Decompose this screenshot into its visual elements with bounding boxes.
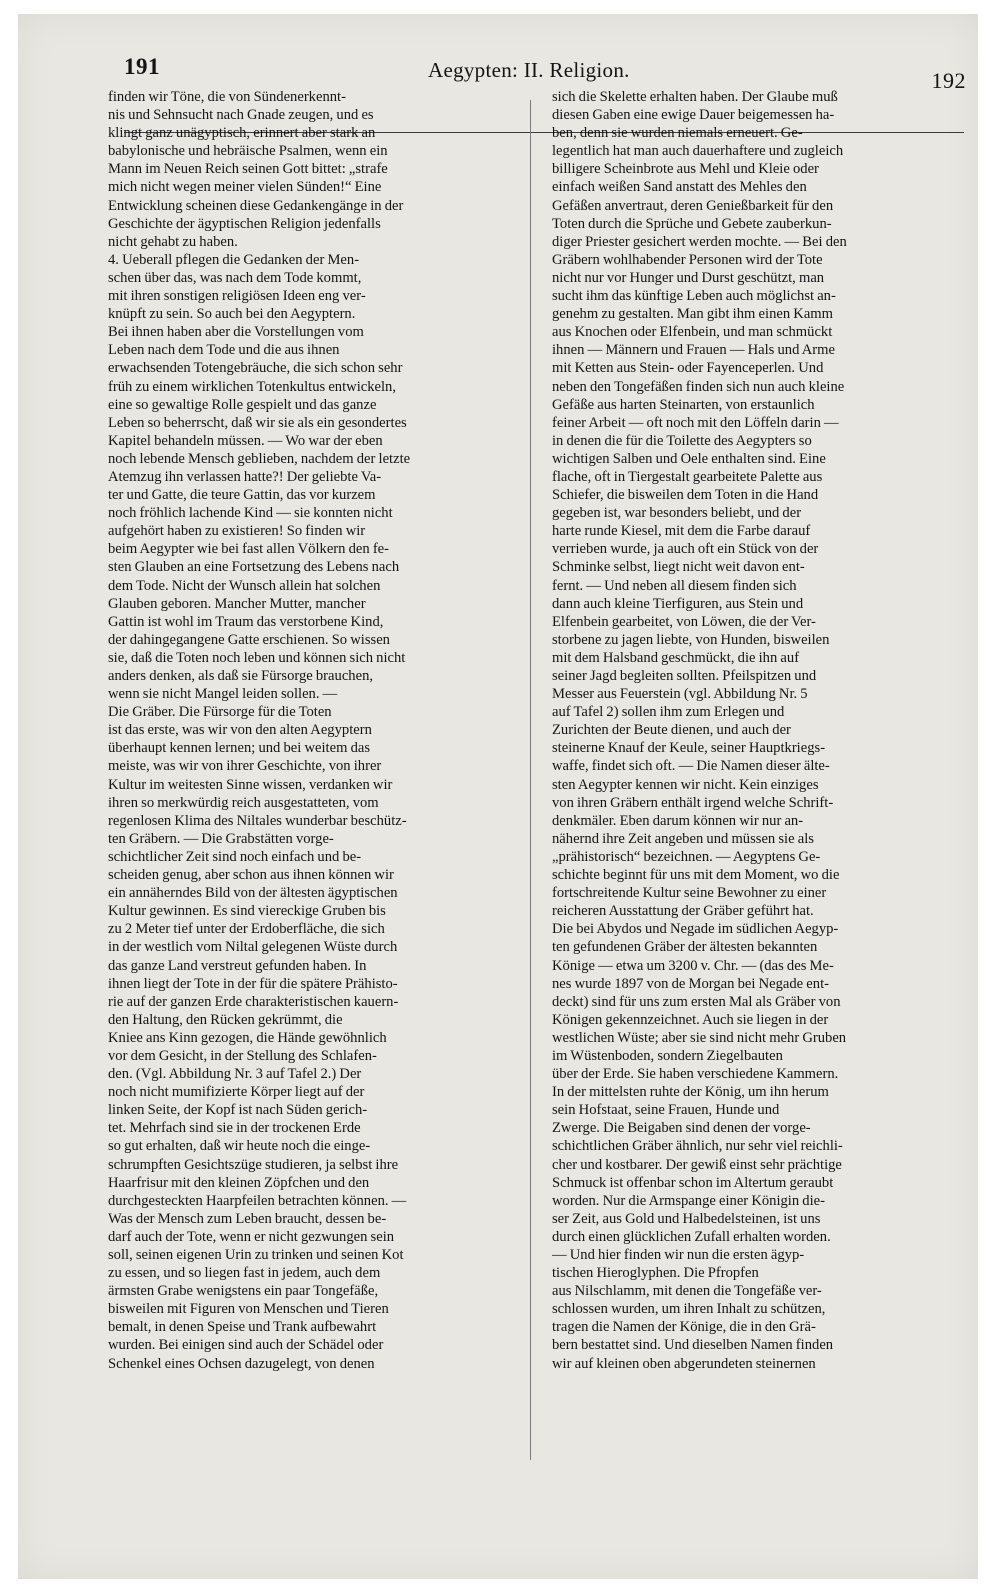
text-line: neben den Tongefäßen finden sich nun auch kleine (552, 378, 845, 395)
page-number-left: 191 (124, 54, 160, 79)
text-line: genehm zu gestalten. Man gibt ihm einen Kamm (552, 306, 834, 323)
text-line: noch nicht mumifizierte Körper liegt auf der (108, 1084, 365, 1101)
text-line: 4. Ueberall pflegen die Gedanken der Men- (108, 251, 360, 268)
text-line: mit ihren sonstigen religiösen Ideen eng ver- (108, 288, 366, 305)
text-line: wurden. Bei einigen sind auch der Schädel oder (108, 1337, 384, 1354)
text-line: ben, denn sie wurden niemals erneuert. Ge- (552, 125, 803, 142)
text-line: bisweilen mit Figuren von Menschen und Tieren (108, 1301, 389, 1318)
text-line: beim Aegypter wie bei fast allen Völkern den fe- (108, 541, 390, 558)
text-line: sich die Skelette erhalten haben. Der Glaube muß (552, 89, 838, 105)
text-line: Leben so beherrscht, daß wir sie als ein gesondertes (108, 414, 407, 431)
text-line: Geschichte der ägyptischen Religion jedenfalls (108, 215, 381, 232)
text-line: ist das erste, was wir von den alten Aegyptern (108, 722, 372, 739)
text-line: sten Aegypter kennen wir nicht. Kein einziges (552, 776, 819, 793)
text-line: Gefäße aus harten Steinarten, von erstaunlich (552, 396, 815, 413)
text-line: ten Gräbern. — Die Grabstätten vorge- (108, 830, 334, 847)
text-line: Atemzug ihn verlassen hatte?! Der geliebte Va- (108, 468, 382, 485)
text-line: Die bei Abydos und Negade im südlichen Aegyp- (552, 921, 839, 938)
text-line: schichtlicher Zeit sind noch einfach und be- (108, 848, 362, 865)
text-line: scheiden genug, aber schon aus ihnen können wir (108, 867, 394, 884)
text-line: schen über das, was nach dem Tode kommt, (108, 269, 362, 286)
text-line: fortschreitende Kultur seine Bewohner zu einer (552, 885, 827, 902)
text-line: meiste, was wir von ihrer Geschichte, von ihrer (108, 758, 382, 775)
text-line: sucht ihm das künftige Leben auch möglichst an- (552, 288, 836, 305)
text-line: im Wüstenboden, sondern Ziegelbauten (552, 1047, 783, 1064)
text-line: steinerne Knauf der Keule, seiner Hauptkriegs- (552, 740, 826, 757)
text-line: den Haltung, den Rücken gekrümmt, die (108, 1011, 343, 1028)
text-line: worden. Nur die Armspange einer Königin die- (552, 1192, 825, 1209)
text-line: nis und Sehnsucht nach Gnade zeugen, und es (108, 107, 374, 124)
text-line: diesen Gaben eine ewige Dauer beigemessen ha- (552, 107, 835, 124)
page-number-right: 192 (931, 68, 966, 93)
text-line: schichte beginnt für uns mit dem Moment, wo die (552, 867, 840, 884)
text-line: nähernd ihre Zeit angeben und müssen sie als (552, 830, 814, 847)
text-line: Kniee ans Kinn gezogen, die Hände gewöhnlich (108, 1029, 387, 1046)
text-line: Haarfrisur mit den kleinen Zöpfchen und den (108, 1174, 370, 1191)
text-line: linken Seite, der Kopf ist nach Süden gerich- (108, 1102, 368, 1119)
text-line: feiner Arbeit — oft noch mit den Löffeln darin — (552, 414, 839, 431)
text-line: ein annäherndes Bild von der ältesten ägyptischen (108, 885, 398, 902)
text-line: aufgehört haben zu existieren! So finden wir (108, 523, 366, 540)
text-line: billigere Scheinbrote aus Mehl und Kleie oder (552, 161, 819, 178)
text-line: in der westlich vom Niltal gelegenen Wüste durch (108, 939, 398, 956)
text-line: sten Glauben an eine Fortsetzung des Lebens nach (108, 559, 400, 576)
text-line: von ihren Gräbern enthält irgend welche Schrift- (552, 794, 834, 811)
text-line: den. (Vgl. Abbildung Nr. 3 auf Tafel 2.) Der (108, 1066, 362, 1083)
text-line: einfach weißen Sand anstatt des Mehles den (552, 179, 807, 196)
text-line: durch einen glücklichen Zufall erhalten worden. (552, 1228, 831, 1245)
text-line: über der Erde. Sie haben verschiedene Kammern. (552, 1066, 839, 1083)
text-line: sie, daß die Toten noch leben und können sich nicht (108, 649, 406, 666)
text-line: ihren so merkwürdig reich ausgestatteten, vom (108, 794, 379, 811)
text-line: wenn sie nicht Mangel leiden sollen. — (108, 686, 338, 703)
text-line: klingt ganz unägyptisch, erinnert aber stark an (108, 125, 376, 142)
text-line: diger Priester gesichert werden mochte. — Bei den (552, 233, 847, 250)
text-line: zu essen, und so liegen fast in jedem, auch dem (108, 1265, 381, 1282)
text-line: „prähistorisch“ bezeichnen. — Aegyptens Ge- (552, 848, 821, 865)
text-line: Glauben geboren. Mancher Mutter, mancher (108, 595, 366, 612)
text-line: reicheren Ausstattung der Gräber geführt hat. (552, 903, 814, 920)
text-line: Mann im Neuen Reich seinen Gott bittet: „strafe (108, 161, 388, 178)
text-line: Zwerge. Die Beigaben sind denen der vorge- (552, 1120, 811, 1137)
text-line: tischen Hieroglyphen. Die Pfropfen (552, 1265, 759, 1282)
text-line: eine so gewaltige Rolle gespielt und das ganze (108, 396, 377, 413)
text-line: Schmuck ist offenbar schon im Altertum geraubt (552, 1174, 834, 1191)
text-line: Entwicklung scheinen diese Gedankengänge in der (108, 197, 404, 214)
text-line: Messer aus Feuerstein (vgl. Abbildung Nr. 5 (552, 686, 808, 703)
text-line: deckt) sind für uns zum ersten Mal als Gräber von (552, 993, 841, 1010)
left-column (108, 88, 488, 1373)
text-line: vor dem Gesicht, in der Stellung des Schlafen- (108, 1047, 377, 1064)
text-line: Kultur gewinnen. Es sind viereckige Gruben bis (108, 903, 386, 920)
text-line: Was der Mensch zum Leben braucht, dessen be- (108, 1210, 387, 1227)
text-line: ärmsten Grabe wenigstens ein paar Tongefäße, (108, 1283, 379, 1300)
text-line: auf Tafel 2) sollen ihm zum Erlegen und (552, 704, 785, 721)
text-line: tet. Mehrfach sind sie in der trockenen Erde (108, 1120, 361, 1137)
text-line: der dahingegangene Gatte erschienen. So wissen (108, 631, 390, 648)
text-line: in denen die für die Toilette des Aegypters so (552, 432, 812, 449)
text-line: ten gefundenen Gräber der ältesten bekannten (552, 939, 818, 956)
text-line: aus Knochen oder Elfenbein, und man schmückt (552, 324, 833, 341)
text-line: überhaupt kennen lernen; und bei weitem das (108, 740, 371, 757)
text-line: Schenkel eines Ochsen dazugelegt, von denen (108, 1355, 375, 1372)
text-line: cher und kostbarer. Der gewiß einst sehr prächtige (552, 1156, 842, 1173)
text-line: mit dem Halsband geschmückt, die ihn auf (552, 649, 800, 666)
text-line: aus Nilschlamm, mit denen die Tongefäße ver- (552, 1283, 822, 1300)
text-line: tragen die Namen der Könige, die in den Grä- (552, 1319, 816, 1336)
text-line: nes wurde 1897 von de Morgan bei Negade ent- (552, 975, 829, 992)
text-line: früh zu einem wirklichen Totenkultus entwickeln, (108, 378, 397, 395)
text-line: Königen gekennzeichnet. Auch sie liegen in der (552, 1011, 829, 1028)
text-line: Elfenbein gearbeitet, von Löwen, die der Ver- (552, 613, 816, 630)
text-line: durchgesteckten Haarpfeilen betrachten können. — (108, 1192, 407, 1209)
text-line: denkmäler. Eben darum können wir nur an- (552, 812, 804, 829)
text-line: westlichen Wüste; aber sie sind nicht mehr Gruben (552, 1029, 847, 1046)
text-line: Schiefer, die bisweilen dem Toten in die Hand (552, 487, 819, 504)
text-line: nicht nur vor Hunger und Durst geschützt, man (552, 269, 825, 286)
text-line: seiner Jagd begleiten sollten. Pfeilspitzen und (552, 668, 817, 684)
text-line: sein Hofstaat, seine Frauen, Hunde und (552, 1102, 780, 1119)
text-line: Gattin ist wohl im Traum das verstorbene Kind, (108, 613, 384, 630)
text-line: dann auch kleine Tierfiguren, aus Stein und (552, 595, 804, 612)
text-line: rie auf der ganzen Erde charakteristischen kauern- (108, 993, 399, 1010)
right-column (552, 88, 932, 1373)
column-divider (530, 100, 531, 1460)
text-line: regenlosen Klima des Niltales wunderbar beschütz- (108, 812, 407, 829)
text-line: erwachsenden Totengebräuche, die sich schon sehr (108, 360, 403, 377)
text-line: Toten durch die Sprüche und Gebete zauberkun- (552, 215, 832, 232)
text-line: noch fröhlich lachende Kind — sie konnten nicht (108, 505, 393, 522)
text-line: wir auf kleinen oben abgerundeten steinernen (552, 1355, 816, 1372)
text-line: ser Zeit, aus Gold und Halbedelsteinen, ist uns (552, 1210, 821, 1227)
text-line: gegeben ist, war besonders beliebt, und der (552, 505, 802, 522)
text-line: zu 2 Meter tief unter der Erdoberfläche, die sich (108, 921, 385, 938)
text-line: flache, oft in Tiergestalt gearbeitete Palette aus (552, 468, 823, 485)
text-line: darf auch der Tote, wenn er nicht gezwungen sein (108, 1228, 395, 1245)
text-line: Gräbern wohlhabender Personen wird der Tote (552, 251, 823, 268)
text-line: waffe, findet sich oft. — Die Namen dieser älte- (552, 758, 830, 775)
text-line: Bei ihnen haben aber die Vorstellungen vom (108, 324, 364, 341)
text-line: storbene zu jagen liebte, von Hunden, bisweilen (552, 631, 830, 648)
text-line: Die Gräber. Die Fürsorge für die Toten (108, 704, 332, 721)
text-line: anders denken, als daß sie Fürsorge brauchen, (108, 668, 374, 684)
text-line: nicht gehabt zu haben. (108, 233, 238, 250)
text-line: mit Ketten aus Stein- oder Fayenceperlen. Und (552, 360, 824, 377)
text-line: legentlich hat man auch dauerhaftere und zugleich (552, 143, 844, 160)
text-line: mich nicht wegen meiner vielen Sünden!“ Eine (108, 179, 382, 196)
text-line: harte runde Kiesel, mit dem die Farbe darauf (552, 523, 811, 540)
text-line: Gefäßen anvertraut, deren Genießbarkeit für den (552, 197, 834, 214)
text-line: finden wir Töne, die von Sündenerkennt- (108, 89, 346, 105)
text-line: schichtlichen Gräber ähnlich, nur sehr viel reichli- (552, 1138, 843, 1155)
text-line: Könige — etwa um 3200 v. Chr. — (das des Me- (552, 957, 834, 974)
text-line: ihnen liegt der Tote in der für die spätere Prähisto- (108, 975, 398, 992)
text-line: das ganze Land verstreut gefunden haben. In (108, 957, 367, 974)
text-line: Schminke selbst, liegt nicht weit davon ent- (552, 559, 805, 576)
text-line: schrumpften Gesichtszüge studieren, ja selbst ihre (108, 1156, 399, 1173)
text-line: Kultur im weitesten Sinne wissen, verdanken wir (108, 776, 393, 793)
text-line: noch lebende Mensch geblieben, nachdem der letzte (108, 450, 411, 467)
text-line: ter und Gatte, die teure Gattin, das vor kurzem (108, 487, 376, 504)
text-line: dem Tode. Nicht der Wunsch allein hat solchen (108, 577, 381, 594)
text-line: ihnen — Männern und Frauen — Hals und Arme (552, 342, 835, 359)
text-line: Kapitel behandeln müssen. — Wo war der eben (108, 432, 383, 449)
text-line: wichtigen Salben und Oele enthalten sind. Eine (552, 450, 826, 467)
page-header (108, 50, 966, 93)
text-line: verrieben wurde, ja auch oft ein Stück von der (552, 541, 819, 558)
text-line: bern bestattet sind. Und dieselben Namen finden (552, 1337, 834, 1354)
text-line: so gut erhalten, daß wir heute noch die einge- (108, 1138, 371, 1155)
text-line: — Und hier finden wir nun die ersten ägyp- (552, 1247, 805, 1263)
text-line: schlossen wurden, um ihren Inhalt zu schützen, (552, 1301, 826, 1318)
text-line: Leben nach dem Tode und die aus ihnen (108, 342, 340, 359)
text-line: fernt. — Und neben all diesem finden sich (552, 577, 797, 594)
text-line: babylonische und hebräische Psalmen, wenn ein (108, 143, 388, 160)
text-line: knüpft zu sein. So auch bei den Aegyptern. (108, 306, 356, 323)
text-line: Zurichten der Beute dienen, und auch der (552, 722, 791, 739)
text-line: soll, seinen eigenen Urin zu trinken und seinen Kot (108, 1247, 404, 1263)
running-title: Aegypten: II. Religion. (428, 58, 630, 82)
text-line: bemalt, in denen Speise und Trank aufbewahrt (108, 1319, 377, 1336)
text-line: In der mittelsten ruhte der König, um ihn herum (552, 1084, 829, 1101)
